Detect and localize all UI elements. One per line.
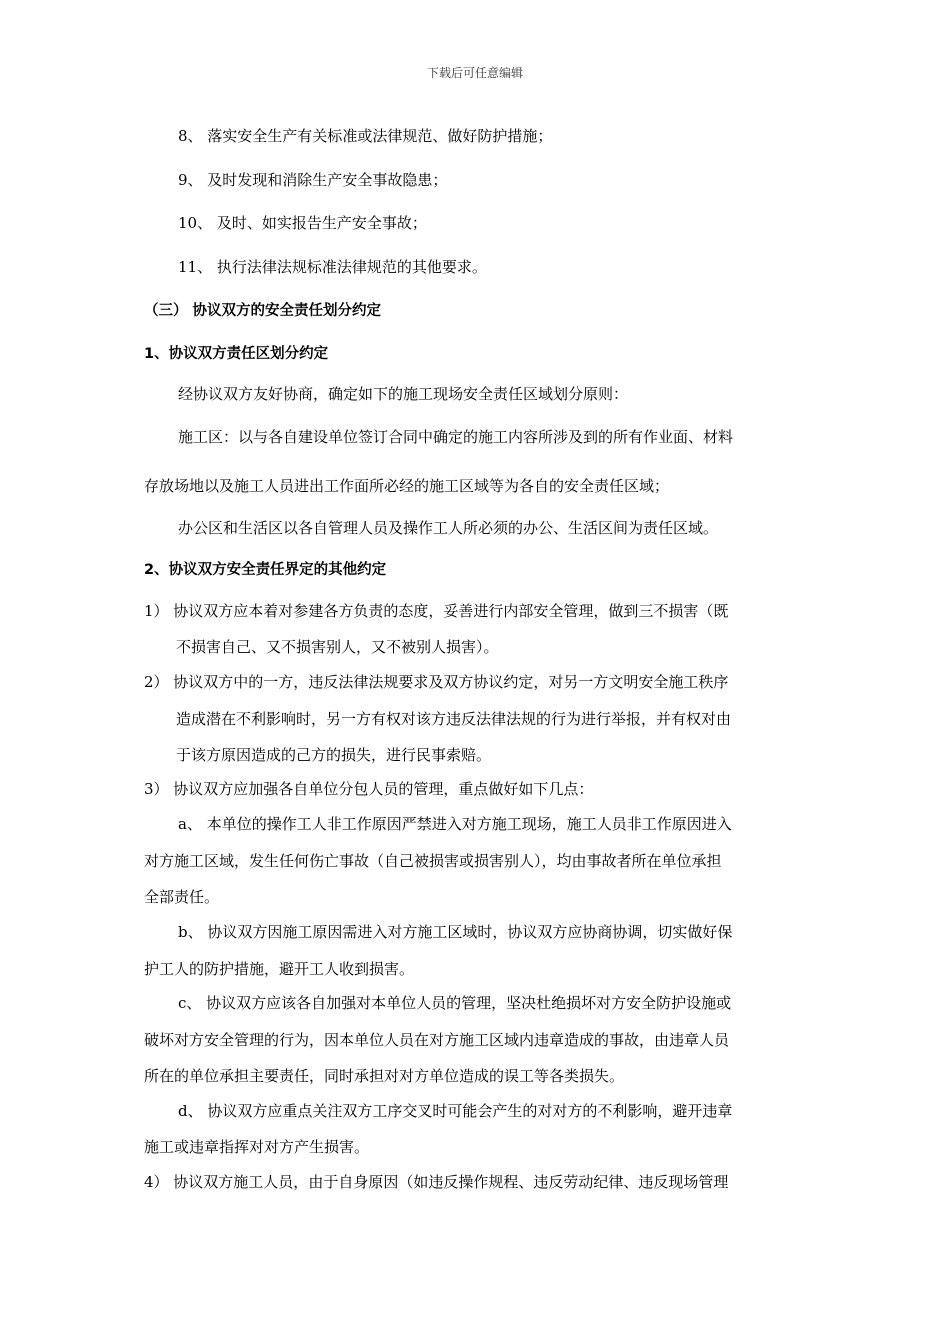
list-item: 8、 落实安全生产有关标准或法律规范、做好防护措施； [178,127,553,145]
paragraph-line: 不损害自己、又不损害别人，又不被别人损害）。 [176,638,499,656]
list-item: 11、 执行法律法规标准法律规范的其他要求。 [178,258,487,276]
paragraph-line: b、 协议双方因施工原因需进入对方施工区域时，协议双方应协商协调，切实做好保 [178,923,733,941]
subsection-heading: 2、协议双方安全责任界定的其他约定 [144,562,387,578]
paragraph-line: 3） 协议双方应加强各自单位分包人员的管理，重点做好如下几点： [144,780,594,798]
paragraph-line: 对方施工区域，发生任何伤亡事故（自己被损害或损害别人），均由事故者所在单位承担 [144,852,722,870]
paragraph-line: 存放场地以及施工人员进出工作面所必经的施工区域等为各自的安全责任区域； [144,477,670,495]
paragraph-line: d、 协议双方应重点关注双方工序交叉时可能会产生的对对方的不利影响，避开违章 [178,1102,733,1120]
list-item: 9、 及时发现和消除生产安全事故隐患； [178,171,448,189]
paragraph-line: 造成潜在不利影响时，另一方有权对该方违反法律法规的行为进行举报，并有权对由 [176,710,732,728]
paragraph-line: c、 协议双方应该各自加强对本单位人员的管理，坚决杜绝损坏对方安全防护设施或 [178,994,732,1012]
list-item: 10、 及时、如实报告生产安全事故； [178,214,427,232]
paragraph-line: 于该方原因造成的己方的损失，进行民事索赔。 [176,746,492,764]
subsection-heading: 1、协议双方责任区划分约定 [144,346,329,362]
paragraph-line: 所在的单位承担主要责任，同时承担对对方单位造成的误工等各类损失。 [144,1067,625,1085]
paragraph-line: 办公区和生活区以各自管理人员及操作工人所必须的办公、生活区间为责任区域。 [178,519,719,537]
paragraph-line: 破坏对方安全管理的行为，因本单位人员在对方施工区域内违章造成的事故，由违章人员 [144,1031,730,1049]
paragraph-line: 施工区：以与各自建设单位签订合同中确定的施工内容所涉及到的所有作业面、材料 [178,428,734,446]
paragraph-line: 经协议双方友好协商，确定如下的施工现场安全责任区域划分原则： [178,385,629,403]
page-header: 下载后可任意编辑 [426,66,523,80]
paragraph-line: 2） 协议双方中的一方，违反法律法规要求及双方协议约定，对另一方文明安全施工秩序 [144,673,729,691]
paragraph-line: 全部责任。 [144,888,220,906]
paragraph-line: 1） 协议双方应本着对参建各方负责的态度，妥善进行内部安全管理，做到三不损害（既 [144,602,729,620]
paragraph-line: a、 本单位的操作工人非工作原因严禁进入对方施工现场，施工人员非工作原因进入 [178,815,732,833]
paragraph-line: 施工或违章指挥对对方产生损害。 [144,1138,370,1156]
paragraph-line: 4） 协议双方施工人员，由于自身原因（如违反操作规程、违反劳动纪律、违反现场管理 [144,1173,729,1191]
paragraph-line: 护工人的防护措施，避开工人收到损害。 [144,960,415,978]
section-heading: （三） 协议双方的安全责任划分约定 [144,303,382,319]
